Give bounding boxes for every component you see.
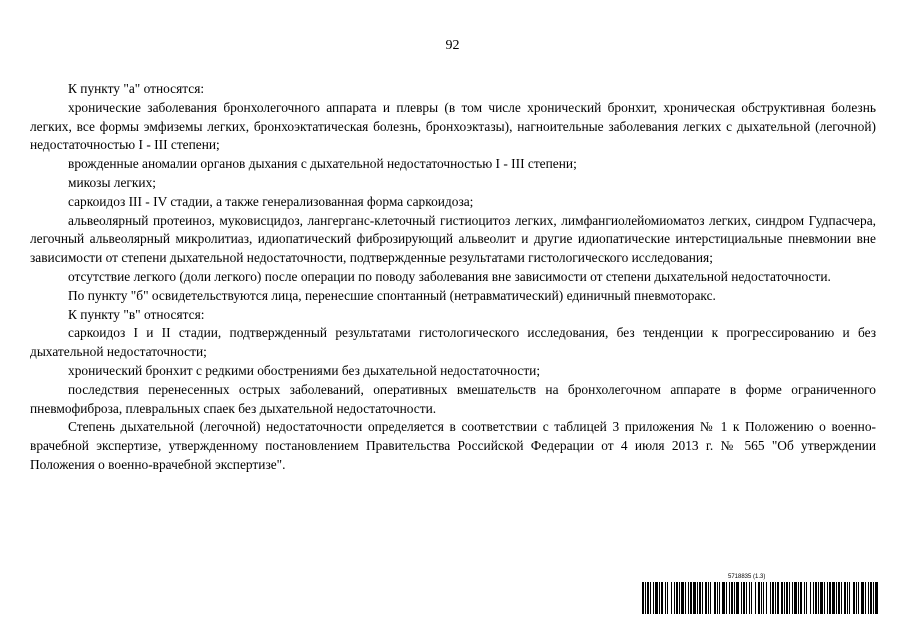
barcode-bar	[736, 582, 739, 614]
barcode-bar	[820, 582, 823, 614]
paragraph: врожденные аномалии органов дыхания с дыхательной недостаточностью I - III степени;	[68, 156, 577, 172]
barcode-bar	[827, 582, 828, 614]
barcode-bar	[792, 582, 793, 614]
paragraph: последствия перенесенных острых заболеваний, оперативных вмешательств на бронхолегочном аппарате в форме ограниченного пневмофиброза, плевральных спаек без дыхательной недостаточности.	[30, 381, 876, 416]
barcode-bar	[800, 582, 802, 614]
barcode-bar	[875, 582, 878, 614]
barcode-bar	[786, 582, 788, 614]
barcode-bar	[741, 582, 742, 614]
barcode-bar	[853, 582, 855, 614]
barcode-bar	[699, 582, 701, 614]
barcode-bar	[772, 582, 774, 614]
barcode-bar	[784, 582, 785, 614]
paragraph: альвеолярный протеиноз, муковисцидоз, лангерганс-клеточный гистиоцитоз легких, лимфангиолейомиоматоз легких, синдром Гудпасчера, легочный альвеолярный микролитиаз, идиопатический фиброзирующий альвеолит и другие идиопатические интерстициальные пневмонии вне зависимости от степени дыхательной недостаточности, подтвержденные результатами гистологического исследования;	[30, 212, 876, 266]
barcode-bar	[722, 582, 725, 614]
barcode-bar	[693, 582, 696, 614]
barcode-bar	[836, 582, 837, 614]
document-body	[30, 80, 876, 475]
paragraph: хронический бронхит с редкими обострениями без дыхательной недостаточности;	[68, 362, 541, 378]
barcode-bar	[731, 582, 733, 614]
barcode-bar	[806, 582, 807, 614]
barcode-bar	[798, 582, 799, 614]
paragraph: хронические заболевания бронхолегочного аппарата и плевры (в том числе хронический бронхит, хроническая обструктивная болезнь легких, все формы эмфиземы легких, бронхоэктатическая болезнь, бронхоэктазы), нагноительные заболевания легких с дыхательной (легочной) недостаточностью I - III степени;	[30, 99, 876, 153]
barcode-bar	[777, 582, 779, 614]
barcode-icon	[642, 582, 879, 614]
paragraph: К пункту "а" относятся:	[68, 81, 205, 96]
barcode-bar	[775, 582, 776, 614]
barcode-bar	[746, 582, 747, 614]
barcode-bar	[681, 582, 684, 614]
barcode-bar	[705, 582, 707, 614]
page-number: 92	[445, 38, 460, 53]
barcode-bar	[690, 582, 692, 614]
barcode-bar	[674, 582, 675, 614]
barcode-bar	[815, 582, 817, 614]
barcode-bar	[838, 582, 840, 614]
barcode-bar	[804, 582, 805, 614]
barcode-bar	[861, 582, 864, 614]
barcode-bar	[642, 582, 644, 614]
barcode-bar	[868, 582, 869, 614]
barcode-bar	[655, 582, 658, 614]
barcode-bar	[702, 582, 703, 614]
barcode-bar	[734, 582, 735, 614]
barcode-bar	[671, 582, 672, 614]
barcode-bar	[697, 582, 698, 614]
barcode-bar	[789, 582, 790, 614]
barcode-bar	[647, 582, 649, 614]
barcode-bar	[688, 582, 689, 614]
barcode-bar	[781, 582, 783, 614]
barcode-bar	[810, 582, 811, 614]
barcode-bar	[661, 582, 663, 614]
barcode-bar	[679, 582, 680, 614]
barcode-bar	[749, 582, 750, 614]
paragraph: Степень дыхательной (легочной) недостаточности определяется в соответствии с таблицей 3 приложения № 1 к Положению о военно-врачебной экспертизе, утвержденному постановлением Правительства Российской Федерации от 4 июля 2013 г. № 565 "Об утверждении Положения о военно-врачебной экспертизе".	[30, 419, 876, 472]
barcode-bar	[726, 582, 727, 614]
barcode-bar	[758, 582, 760, 614]
barcode-bar	[849, 582, 850, 614]
barcode-bar	[729, 582, 730, 614]
barcode-bar	[870, 582, 872, 614]
barcode-bar	[717, 582, 718, 614]
barcode-label: 5718835 (1.3)	[728, 574, 766, 580]
paragraph: По пункту "б" освидетельствуются лица, перенесшие спонтанный (нетравматический) единичный пневмоторакс.	[68, 287, 716, 303]
barcode-bar	[645, 582, 646, 614]
barcode-bar	[858, 582, 859, 614]
barcode-bar	[829, 582, 831, 614]
barcode-bar	[856, 582, 857, 614]
barcode-bar	[841, 582, 842, 614]
paragraph: саркоидоз I и II стадии, подтвержденный результатами гистологического исследования, без тенденции к прогрессированию и без дыхательной недостаточности;	[30, 325, 876, 360]
barcode-bar	[794, 582, 797, 614]
barcode-bar	[708, 582, 709, 614]
barcode-bar	[847, 582, 848, 614]
barcode-bar	[824, 582, 825, 614]
barcode-bar	[714, 582, 716, 614]
barcode-bar	[653, 582, 654, 614]
paragraph: К пункту "в" относятся:	[68, 306, 205, 322]
barcode-bar	[813, 582, 814, 614]
document-barcode	[642, 573, 879, 615]
barcode-bar	[710, 582, 711, 614]
barcode-bar	[763, 582, 764, 614]
barcode-bar	[751, 582, 752, 614]
barcode-bar	[844, 582, 846, 614]
barcode-bar	[650, 582, 651, 614]
paragraph: микозы легких;	[68, 174, 156, 190]
barcode-bar	[770, 582, 771, 614]
barcode-bar	[755, 582, 756, 614]
barcode-bar	[685, 582, 686, 614]
barcode-bar	[719, 582, 720, 614]
barcode-bar	[665, 582, 666, 614]
barcode-bar	[832, 582, 835, 614]
barcode-bar	[676, 582, 678, 614]
barcode-bar	[659, 582, 660, 614]
barcode-bar	[865, 582, 866, 614]
barcode-bar	[667, 582, 668, 614]
barcode-bar	[766, 582, 767, 614]
barcode-bar	[873, 582, 874, 614]
barcode-bar	[743, 582, 745, 614]
paragraph: саркоидоз III - IV стадии, а также генерализованная форма саркоидоза;	[68, 193, 474, 209]
barcode-bar	[761, 582, 762, 614]
paragraph: отсутствие легкого (доли легкого) после операции по поводу заболевания вне зависимости от степени дыхательной недостаточности.	[68, 268, 831, 284]
barcode-bar	[818, 582, 819, 614]
